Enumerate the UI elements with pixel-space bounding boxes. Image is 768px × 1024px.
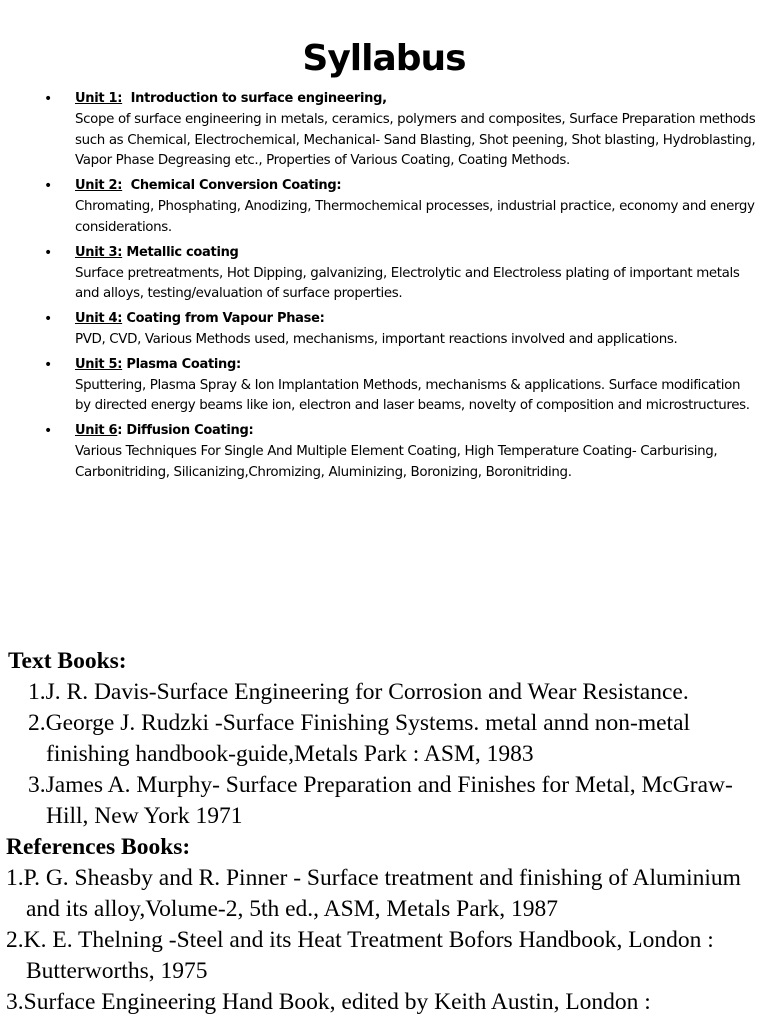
page-title: Syllabus [302,38,466,79]
text-books-list [0,677,768,832]
bullet-icon: • [44,310,53,327]
unit-description: Surface pretreatments, Hot Dipping, galvanizing, Electrolytic and Electroless plating of important metals and alloys, testing/evaluation of surface properties. [75,265,740,302]
unit-description: Chromating, Phosphating, Anodizing, Thermochemical processes, industrial practice, economy and energy considerations. [75,199,755,235]
unit-item-3 [0,242,768,305]
unit-item-2 [0,175,768,238]
text-books-heading: Text Books: [8,648,127,674]
unit-title: Chemical Conversion Coating: [122,178,342,194]
unit-list [0,88,768,486]
unit-item-6 [0,420,768,483]
text-book-item: 2.George J. Rudzki -Surface Finishing Systems. metal annd non-metal finishing handbook-guide,Metals Park : ASM, 1983 [28,710,691,767]
unit-title: Coating from Vapour Phase: [122,310,325,326]
book-lists [0,646,768,1018]
unit-description: Scope of surface engineering in metals, ceramics, polymers and composites, Surface Preparation methods such as Chemical, Electrochemical, Mechanical- Sand Blasting, Shot peening, Shot blasting, Hydroblasting, Vapor Phase Degreasing etc., Properties of Various Coating, Coating Methods. [75,112,756,169]
unit-heading [75,175,758,197]
unit-heading [75,308,758,330]
unit-heading [75,420,758,442]
text-book-item: 1.J. R. Davis-Surface Engineering for Corrosion and Wear Resistance. [28,679,689,705]
unit-label: Unit 2: [75,178,123,194]
bullet-icon: • [44,91,53,107]
unit-title: Plasma Coating: [122,356,241,372]
unit-item-5 [0,354,768,417]
unit-item-4 [0,308,768,351]
unit-description: Sputtering, Plasma Spray & Ion Implantation Methods, mechanisms & applications. Surface modification by directed energy beams like ion, electron and laser beams, novelty of composition and microstructures. [75,377,750,414]
unit-heading [75,242,758,264]
unit-heading [75,88,758,110]
text-book-item: 3.James A. Murphy- Surface Preparation and Finishes for Metal, McGraw-Hill, New York 1971 [28,772,733,829]
unit-label: Unit 5: [75,356,123,372]
reference-books-heading: References Books: [6,834,191,860]
unit-label: Unit 3: [75,244,123,260]
reference-book-item: 3.Surface Engineering Hand Book, edited by Keith Austin, London : [6,989,651,1015]
reference-book-item: 2.K. E. Thelning -Steel and its Heat Treatment Bofors Handbook, London : Butterworths, 1975 [6,927,714,984]
unit-title: : Diffusion Coating: [117,423,254,439]
bullet-icon: • [44,178,53,195]
reference-books-list [0,863,768,1018]
unit-description: Various Techniques For Single And Multiple Element Coating, High Temperature Coating- Carburising, Carbonitriding, Silicanizing,Chromizing, Aluminizing, Boronizing, Boronitriding. [75,444,718,480]
unit-title: Introduction to surface engineering, [122,91,387,106]
unit-label: Unit 4: [75,310,123,326]
unit-heading [75,354,758,376]
unit-label: Unit 1: [75,91,123,106]
unit-label: Unit 6 [75,423,118,439]
unit-description: PVD, CVD, Various Methods used, mechanisms, important reactions involved and applications. [75,331,678,347]
unit-item-1 [0,88,768,172]
bullet-icon: • [44,244,53,261]
reference-book-item: 1.P. G. Sheasby and R. Pinner - Surface treatment and finishing of Aluminium and its alloy,Volume-2, 5th ed., ASM, Metals Park, 1987 [6,865,741,922]
unit-title: Metallic coating [122,244,239,260]
bullet-icon: • [44,423,53,440]
bullet-icon: • [44,356,53,373]
